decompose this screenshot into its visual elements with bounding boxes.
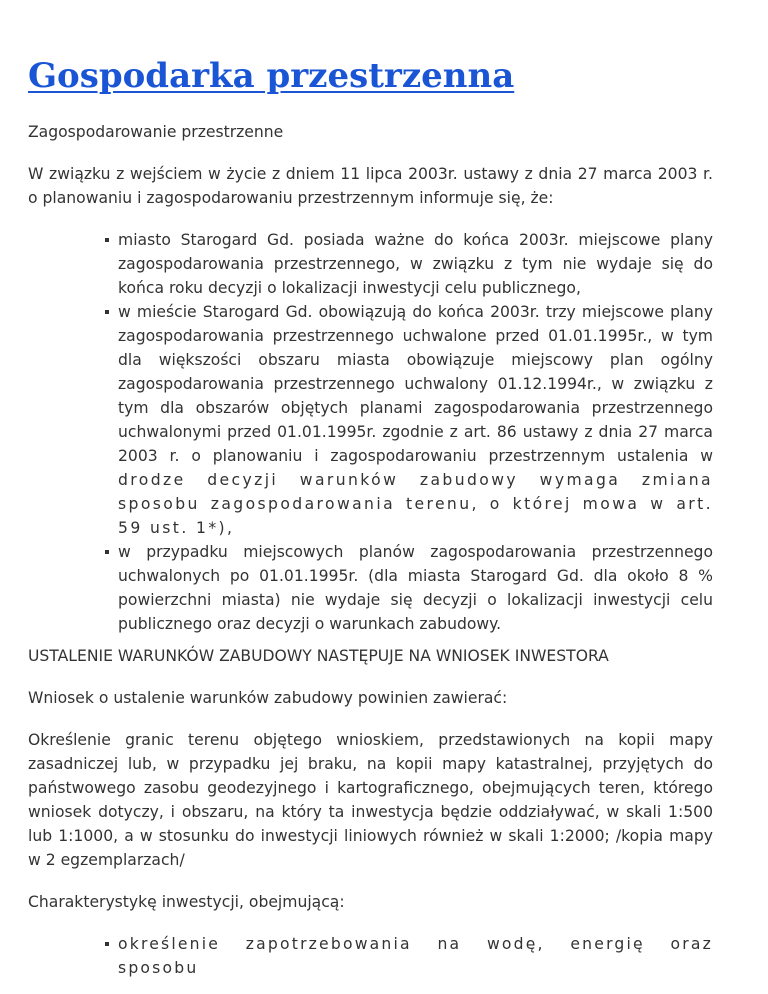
conditions-list xyxy=(28,228,713,636)
list-item-text-spaced: drodze decyzji warunków zabudowy wymaga zmiana sposobu zagospodarowania terenu, o której mowa w art. 59 ust. 1*), xyxy=(118,471,713,537)
charakter-paragraph: Charakterystykę inwestycji, obejmującą: xyxy=(28,893,345,911)
wniosek-paragraph: Wniosek o ustalenie warunków zabudowy powinien zawierać: xyxy=(28,689,508,707)
section-heading: USTALENIE WARUNKÓW ZABUDOWY NASTĘPUJE NA WNIOSEK INWESTORA xyxy=(28,647,609,665)
list-item: określenie zapotrzebowania na wodę, energię oraz sposobu xyxy=(118,932,713,980)
list-item: w przypadku miejscowych planów zagospodarowania przestrzennego uchwalonych po 01.01.1995r. (dla miasta Starogard Gd. dla około 8 % powierzchni miasta) nie wydaje się decyzji o lokalizacji inwestycji celu publicznego oraz decyzji o warunkach zabudowy. xyxy=(118,540,713,636)
lead-paragraph: W związku z wejściem w życie z dniem 11 lipca 2003r. ustawy z dnia 27 marca 2003 r. o planowaniu i zagospodarowaniu przestrzennym informuje się, że: xyxy=(28,165,713,207)
list-item xyxy=(118,300,713,540)
characteristics-list xyxy=(28,932,713,980)
page-title-link[interactable]: Gospodarka przestrzenna xyxy=(28,56,515,96)
list-item-text: w mieście Starogard Gd. obowiązują do końca 2003r. trzy miejscowe plany zagospodarowania przestrzennego uchwalone przed 01.01.1995r., w tym dla większości obszaru miasta obowiązuje miejscowy plan ogólny zagospodarowania przestrzennego uchwalony 01.12.1994r., w związku z tym dla obszarów objętych planami zagospodarowania przestrzennego uchwalonymi przed 01.01.1995r. zgodnie z art. 86 ustawy z dnia 27 marca 2003 r. o planowaniu i zagospodarowaniu przestrzennym ustalenia w xyxy=(118,303,713,465)
intro-paragraph: Zagospodarowanie przestrzenne xyxy=(28,123,284,141)
okreslenie-paragraph: Określenie granic terenu objętego wnioskiem, przedstawionych na kopii mapy zasadniczej lub, w przypadku jej braku, na kopii mapy katastralnej, przyjętych do państwowego zasobu geodezyjnego i kartograficznego, obejmujących teren, którego wniosek dotyczy, i obszaru, na który ta inwestycja będzie oddziaływać, w skali 1:500 lub 1:1000, a w stosunku do inwestycji liniowych również w skali 1:2000; /kopia mapy w 2 egzemplarzach/ xyxy=(28,731,713,869)
list-item: miasto Starogard Gd. posiada ważne do końca 2003r. miejscowe plany zagospodarowania przestrzennego, w związku z tym nie wydaje się do końca roku decyzji o lokalizacji inwestycji celu publicznego, xyxy=(118,228,713,300)
